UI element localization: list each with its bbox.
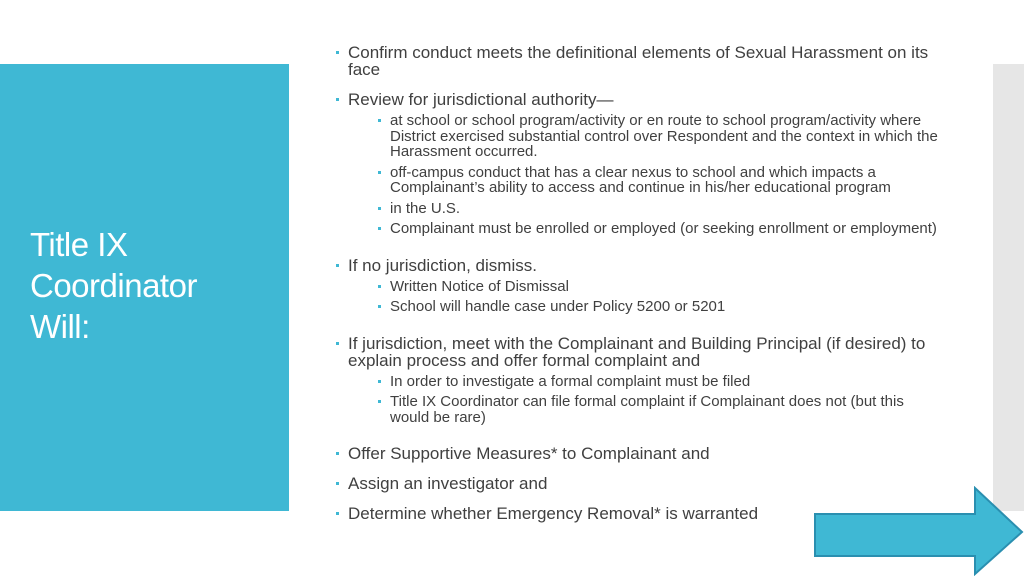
bullet-item [334,335,944,426]
bullet-text: Confirm conduct meets the definitional elements of Sexual Harassment on its face [348,43,929,79]
sub-bullet-list [348,113,944,237]
bullet-icon [336,482,339,485]
bullet-text: If no jurisdiction, dismiss. [348,255,537,275]
sub-bullet-item [334,201,944,217]
bullet-icon [378,400,381,403]
bullet-icon [378,119,381,122]
side-bar-decoration [993,64,1024,511]
slide-title-line-3: Will: [30,308,90,345]
sub-bullet-text: Complainant must be enrolled or employed (or seeking enrollment or employment) [390,220,937,237]
bullet-item [334,91,944,237]
bullet-item [334,445,944,462]
slide-title-line-2: Coordinator [30,267,197,304]
bullet-text: Review for jurisdictional authority— [348,90,614,109]
bullet-item [334,44,944,78]
sub-bullet-item [334,374,944,390]
bullet-item [334,257,944,315]
bullet-icon [378,207,381,210]
right-arrow-icon[interactable] [813,486,1024,576]
slide-title-line-1: Title IX [30,226,128,263]
sub-bullet-item [334,394,944,425]
bullet-icon [336,51,339,54]
slide-title [30,224,280,347]
sub-bullet-text: off-campus conduct that has a clear nexus to school and which impacts a Complainant’s ability to access and continue in his/her educational program [390,163,891,196]
sub-bullet-text: at school or school program/activity or en route to school program/activity where District exercised substantial control over Respondent and the context in which the Harassment occurred. [390,112,938,160]
sub-bullet-text: Title IX Coordinator can file formal complaint if Complainant does not (but this would be rare) [390,393,904,426]
bullet-icon [378,305,381,308]
bullet-icon [378,227,381,230]
sub-bullet-list [348,279,944,315]
sub-bullet-text: School will handle case under Policy 5200 or 5201 [390,298,726,315]
bullet-text: Assign an investigator and [348,474,548,493]
right-arrow-shape [815,488,1022,574]
bullet-text: Offer Supportive Measures* to Complainant and [348,444,710,463]
sub-bullet-item [334,221,944,237]
bullet-icon [378,171,381,174]
sub-bullet-item [334,165,944,196]
sub-bullet-text: Written Notice of Dismissal [390,277,569,295]
bullet-text: If jurisdiction, meet with the Complainant and Building Principal (if desired) to explain process and offer formal complaint and [348,333,926,370]
bullet-icon [336,264,339,267]
bullet-icon [378,285,381,288]
sub-bullet-list [348,374,944,426]
bullet-icon [336,512,339,515]
bullet-icon [378,380,381,383]
bullet-icon [336,342,339,345]
sub-bullet-text: in the U.S. [390,199,461,217]
sub-bullet-item [334,299,944,315]
bullet-icon [336,452,339,455]
sub-bullet-item [334,279,944,295]
sub-bullet-item [334,113,944,160]
bullet-list [334,44,944,535]
bullet-icon [336,98,339,101]
sub-bullet-text: In order to investigate a formal complaint must be filed [390,372,751,390]
bullet-text: Determine whether Emergency Removal* is warranted [348,504,759,523]
